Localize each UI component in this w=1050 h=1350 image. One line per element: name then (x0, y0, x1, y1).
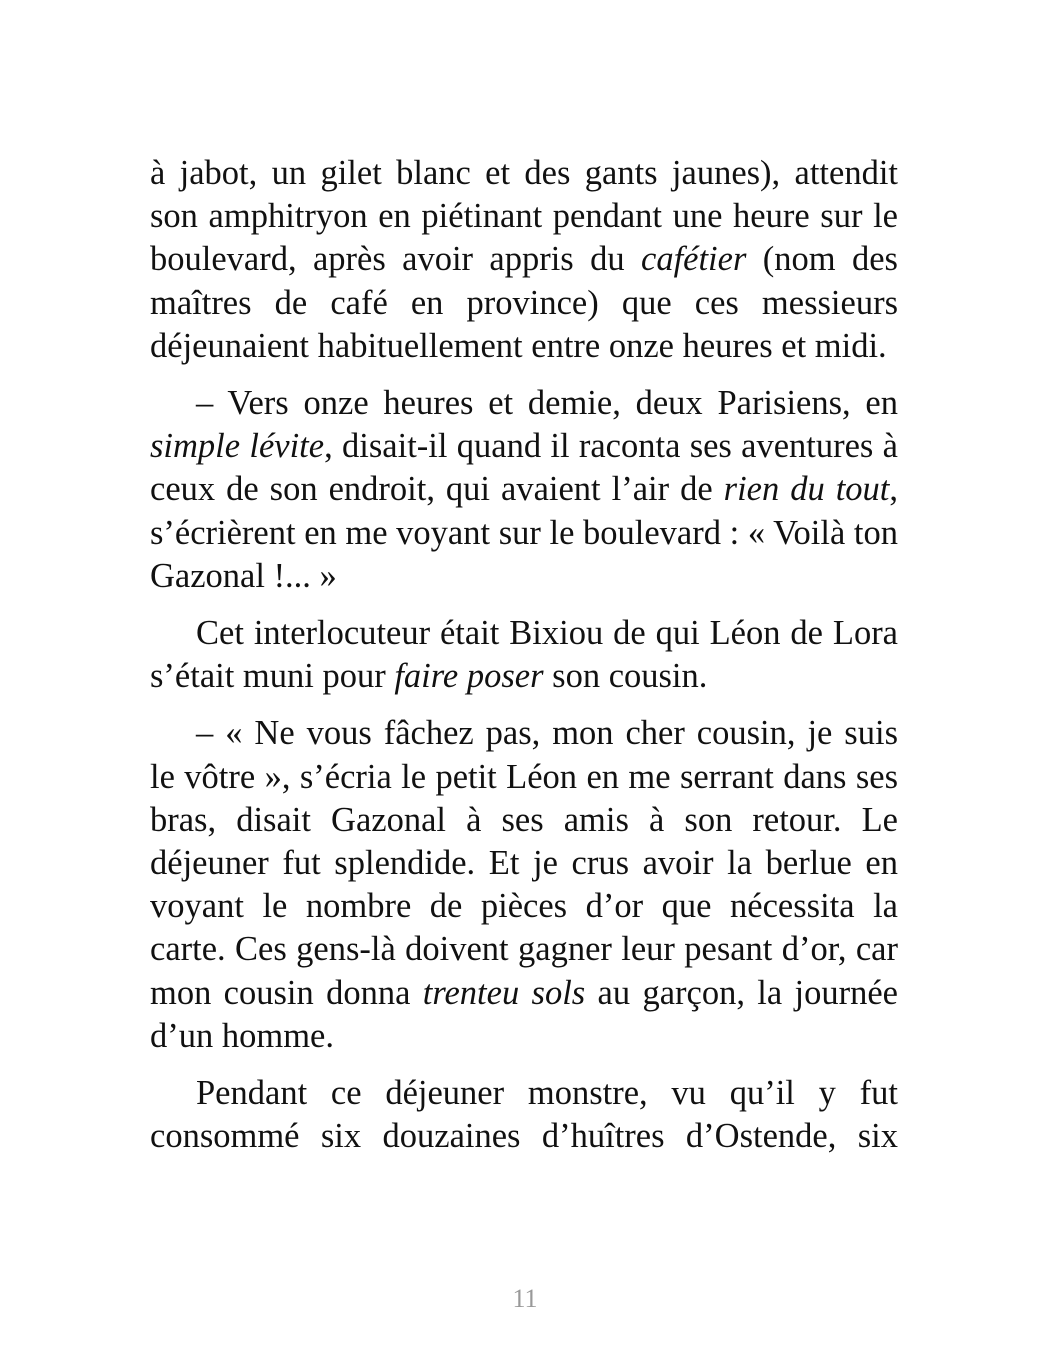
paragraph-1 (150, 152, 898, 368)
page-number: 11 (512, 1284, 538, 1313)
paragraph-5 (150, 1072, 898, 1158)
italic-text-segment: trenteu sols (422, 973, 586, 1012)
text-segment: son cousin. (543, 657, 708, 696)
text-segment: (nom des maîtres de café en province) que ces messieurs déjeunaient habituellement entre onze heures et midi. (150, 240, 898, 365)
italic-text-segment: rien du tout (723, 470, 890, 509)
text-segment: , s’écrièrent en me voyant sur le boulevard : « Voilà ton Gazonal !... » (150, 470, 898, 595)
text-segment: – Vers onze heures et demie, deux Parisiens, en (196, 384, 898, 423)
italic-text-segment: simple lévite (150, 427, 325, 466)
text-segment: au garçon, la journée d’un homme. (150, 973, 898, 1055)
text-segment: à jabot, un gilet blanc et des gants jaunes), attendit son amphitryon en piétinant pendant une heure sur le boulevard, après avoir appris du (150, 154, 898, 279)
text-segment: – « Ne vous fâchez pas, mon cher cousin, je suis le vôtre », s’écria le petit Léon en me serrant dans ses bras, disait Gazonal à ses amis à son retour. Le déjeuner fut splendide. Et je crus avoir la berlue en voyant le nombre de pièces d’or que nécessita la carte. Ces gens-là doivent gagner leur pesant d’or, car mon cousin donna (150, 714, 898, 1012)
paragraph-2 (150, 382, 898, 598)
text-segment: Cet interlocuteur était Bixiou de qui Léon de Lora s’était muni pour (150, 614, 898, 696)
page-body (150, 152, 898, 1172)
paragraph-3 (150, 612, 898, 698)
italic-text-segment: cafétier (641, 240, 747, 279)
paragraph-4 (150, 712, 898, 1058)
text-segment: , disait-il quand il raconta ses aventures à ceux de son endroit, qui avaient l’air de (150, 427, 898, 509)
text-segment: Pendant ce déjeuner monstre, vu qu’il y fut consommé six douzaines d’huîtres d’Ostende, six (150, 1074, 898, 1156)
italic-text-segment: faire poser (394, 657, 544, 696)
